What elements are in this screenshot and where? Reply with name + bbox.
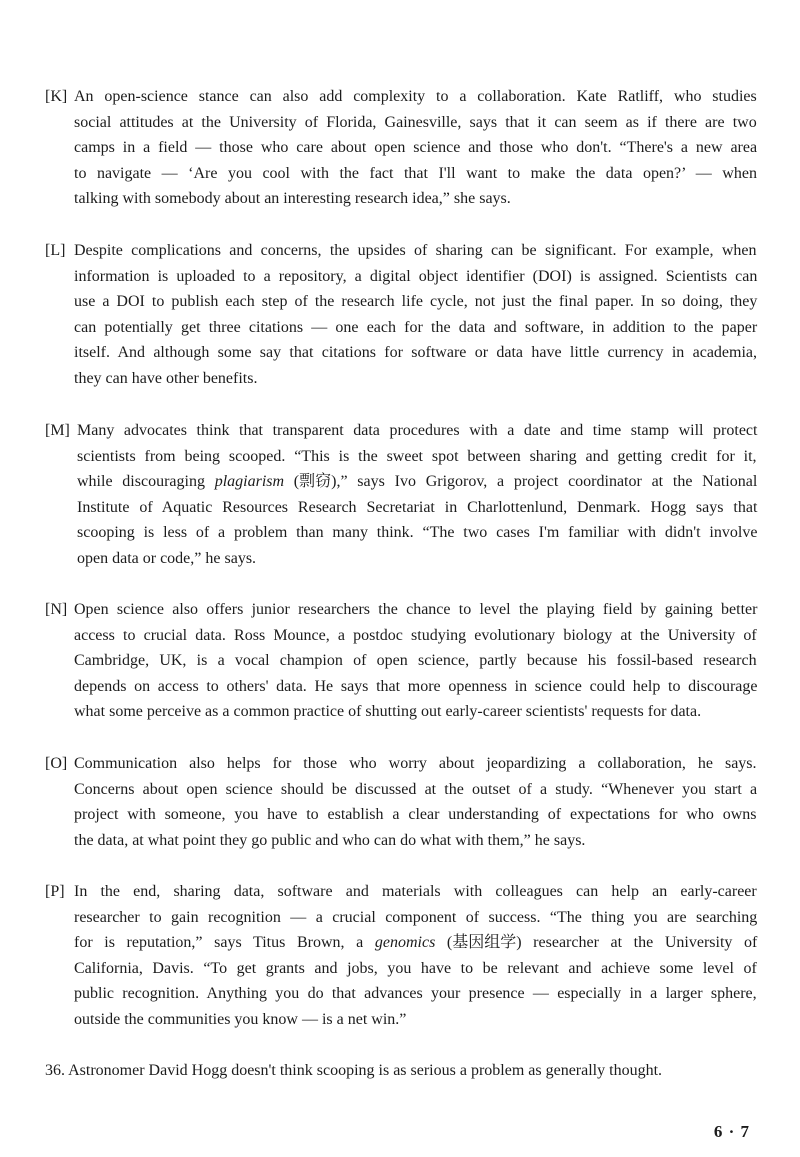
paragraph-line: camps in a field — those who care about open science and those who don't. “There's a new area xyxy=(74,139,758,156)
paragraph-n xyxy=(45,597,757,725)
page-number: 6 · 7 xyxy=(713,1122,750,1141)
paragraph-m xyxy=(45,418,757,571)
paragraph-line: public recognition. Anything you do that advances your presence — especially in a larger sphere, xyxy=(74,985,757,1002)
paragraph-o xyxy=(45,751,757,853)
line-text: for is reputation,” says Titus Brown, a xyxy=(74,934,375,951)
paragraph-line: outside the communities you know — is a net win.” xyxy=(74,1010,407,1028)
line-text: (基因组学) researcher at the University of xyxy=(435,934,758,951)
paragraph-l xyxy=(45,238,757,391)
paragraph-line: An open-science stance can also add complexity to a collaboration. Kate Ratliff, who studies xyxy=(74,88,757,105)
paragraph-line-with-term xyxy=(74,930,757,956)
paragraph-tag: [O] xyxy=(45,755,68,772)
paragraph-tag: [L] xyxy=(45,242,66,259)
line-text: while discouraging xyxy=(77,473,215,490)
paragraph-p xyxy=(45,879,757,1032)
paragraph-line: California, Davis. “To get grants and jobs, you have to be relevant and achieve some level of xyxy=(74,959,757,977)
paragraph-line: can potentially get three citations — one each for the data and software, in addition to the paper xyxy=(74,318,758,336)
paragraph-line: what some perceive as a common practice of shutting out early-career scientists' requests for data. xyxy=(74,703,702,720)
paragraph-line: Cambridge, UK, is a vocal champion of open science, partly because his fossil-based research xyxy=(74,652,757,669)
glossary-term-plagiarism: plagiarism xyxy=(214,473,285,490)
paragraph-line: use a DOI to publish each step of the research life cycle, not just the final paper. In so doing, they xyxy=(74,293,758,310)
glossary-term-genomics: genomics xyxy=(374,934,436,951)
paragraph-line: the data, at what point they go public and who can do what with them,” he says. xyxy=(74,831,586,849)
paragraph-line: depends on access to others' data. He says that more openness in science could help to discourage xyxy=(74,677,758,695)
paragraph-line: Despite complications and concerns, the upsides of sharing can be significant. For example, when xyxy=(74,242,757,259)
paragraph-line: Open science also offers junior researchers the chance to level the playing field by gaining better xyxy=(74,601,758,618)
paragraph-line: social attitudes at the University of Florida, Gainesville, says that it can seem as if there are two xyxy=(74,113,757,131)
paragraph-line: Many advocates think that transparent data procedures with a date and time stamp will protect xyxy=(77,422,758,439)
paragraph-line: Communication also helps for those who worry about jeopardizing a collaboration, he says. xyxy=(74,755,757,772)
paragraph-line: information is uploaded to a repository, a digital object identifier (DOI) is assigned. Scientists can xyxy=(74,267,758,285)
paragraph-line: Concerns about open science should be discussed at the outset of a study. “Whenever you start a xyxy=(74,780,758,798)
paragraph-line: project with someone, you have to establish a clear understanding of expectations for who owns xyxy=(74,806,757,823)
paragraph-line: Institute of Aquatic Resources Research Secretariat in Charlottenlund, Denmark. Hogg says that xyxy=(77,498,758,516)
paragraph-line: In the end, sharing data, software and materials with colleagues can help an early-career xyxy=(74,883,757,900)
paragraph-k xyxy=(45,84,757,212)
paragraph-tag: [P] xyxy=(45,883,65,900)
question-36: 36. Astronomer David Hogg doesn't think scooping is as serious a problem as generally thought. xyxy=(45,1062,663,1079)
paragraph-tag: [M] xyxy=(45,422,70,439)
paragraph-line: itself. And although some say that citations for software or data have little currency in academia, xyxy=(74,344,758,361)
paragraph-line: scientists from being scooped. “This is the sweet spot between sharing and getting credit for it, xyxy=(77,447,757,465)
paragraph-tag: [K] xyxy=(45,88,68,105)
paragraph-line: talking with somebody about an interesting research idea,” she says. xyxy=(74,190,511,207)
paragraph-line: researcher to gain recognition — a crucial component of success. “The thing you are searching xyxy=(74,908,758,926)
paragraph-line: they can have other benefits. xyxy=(74,369,258,387)
paragraph-tag: [N] xyxy=(45,601,68,618)
paragraph-line: open data or code,” he says. xyxy=(77,549,257,567)
paragraph-line-with-term xyxy=(77,469,757,495)
line-text: (剽窃),” says Ivo Grigorov, a project coordinator at the National xyxy=(284,473,758,490)
paragraph-line: to navigate — ‘Are you cool with the fact that I'll want to make the data open?’ — when xyxy=(74,164,757,182)
paragraph-line: access to crucial data. Ross Mounce, a postdoc studying evolutionary biology at the University of xyxy=(74,626,757,644)
paragraph-line: scooping is less of a problem than many think. “The two cases I'm familiar with didn't involve xyxy=(77,524,758,541)
